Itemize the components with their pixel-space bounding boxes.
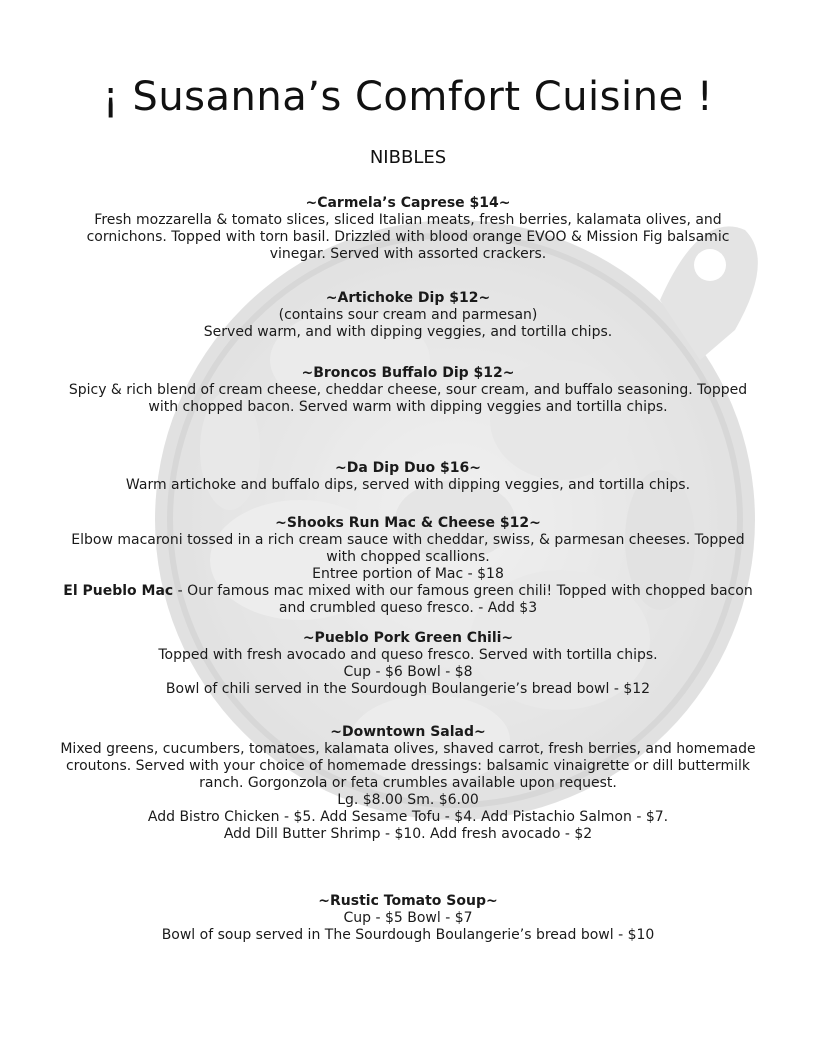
item-price: Lg. $8.00 Sm. $6.00 bbox=[337, 792, 479, 808]
item-name: ~Broncos Buffalo Dip $12~ bbox=[301, 365, 515, 381]
menu-item-tomato-soup bbox=[60, 893, 756, 944]
addon-name: El Pueblo Mac bbox=[63, 583, 174, 599]
item-description: Warm artichoke and buffalo dips, served with dipping veggies, and tortilla chips. bbox=[125, 477, 691, 493]
item-description: Elbow macaroni tossed in a rich cream sauce with cheddar, swiss, & parmesan cheeses. Topped with chopped scallions. bbox=[71, 532, 745, 565]
menu-item-artichoke-dip bbox=[60, 290, 756, 341]
menu-item-caprese bbox=[60, 195, 756, 263]
item-note: (contains sour cream and parmesan) bbox=[278, 307, 538, 323]
item-addons: Add Bistro Chicken - $5. Add Sesame Tofu - $4. Add Pistachio Salmon - $7. bbox=[147, 809, 669, 825]
item-description: Served warm, and with dipping veggies, and tortilla chips. bbox=[203, 324, 613, 340]
item-price: Cup - $6 Bowl - $8 bbox=[343, 664, 473, 680]
item-name: ~Artichoke Dip $12~ bbox=[325, 290, 491, 306]
item-name: ~Rustic Tomato Soup~ bbox=[318, 893, 498, 909]
item-addons-2: Add Dill Butter Shrimp - $10. Add fresh avocado - $2 bbox=[223, 826, 593, 842]
menu-item-mac-and-cheese bbox=[60, 515, 756, 617]
item-bread-bowl: Bowl of soup served in The Sourdough Boulangerie’s bread bowl - $10 bbox=[161, 927, 655, 943]
item-bread-bowl: Bowl of chili served in the Sourdough Boulangerie’s bread bowl - $12 bbox=[165, 681, 651, 697]
page-title: ¡ Susanna’s Comfort Cuisine ! bbox=[102, 74, 714, 120]
menu-item-buffalo-dip bbox=[60, 365, 756, 416]
item-name: ~Pueblo Pork Green Chili~ bbox=[302, 630, 514, 646]
item-price: Entree portion of Mac - $18 bbox=[312, 566, 504, 582]
item-addon bbox=[60, 583, 756, 617]
menu-item-dip-duo bbox=[60, 460, 756, 494]
item-name: ~Downtown Salad~ bbox=[330, 724, 486, 740]
item-description: Spicy & rich blend of cream cheese, cheddar cheese, sour cream, and buffalo seasoning. Topped with chopped bacon. Served warm with dipping veggies and tortilla chips. bbox=[68, 382, 748, 415]
menu-item-green-chili bbox=[60, 630, 756, 698]
item-description: Mixed greens, cucumbers, tomatoes, kalamata olives, shaved carrot, fresh berries, and homemade croutons. Served with your choice of homemade dressings: balsamic vinaigrette or dill buttermilk ranch. Gorgonzola or feta crumbles available upon request. bbox=[60, 741, 756, 791]
item-name: ~Da Dip Duo $16~ bbox=[334, 460, 482, 476]
item-price: Cup - $5 Bowl - $7 bbox=[343, 910, 473, 926]
menu-item-downtown-salad bbox=[60, 724, 756, 843]
item-name: ~Shooks Run Mac & Cheese $12~ bbox=[275, 515, 541, 531]
section-heading: NIBBLES bbox=[369, 147, 447, 168]
item-description: Fresh mozzarella & tomato slices, sliced Italian meats, fresh berries, kalamata olives, and cornichons. Topped with torn basil. Drizzled with blood orange EVOO & Mission Fig balsamic vinegar. Served with assorted crackers. bbox=[86, 212, 730, 262]
item-description: Topped with fresh avocado and queso fresco. Served with tortilla chips. bbox=[158, 647, 658, 663]
addon-description: - Our famous mac mixed with our famous green chili! Topped with chopped bacon and crumbled queso fresco. - Add $3 bbox=[173, 583, 753, 616]
item-name: ~Carmela’s Caprese $14~ bbox=[305, 195, 511, 211]
